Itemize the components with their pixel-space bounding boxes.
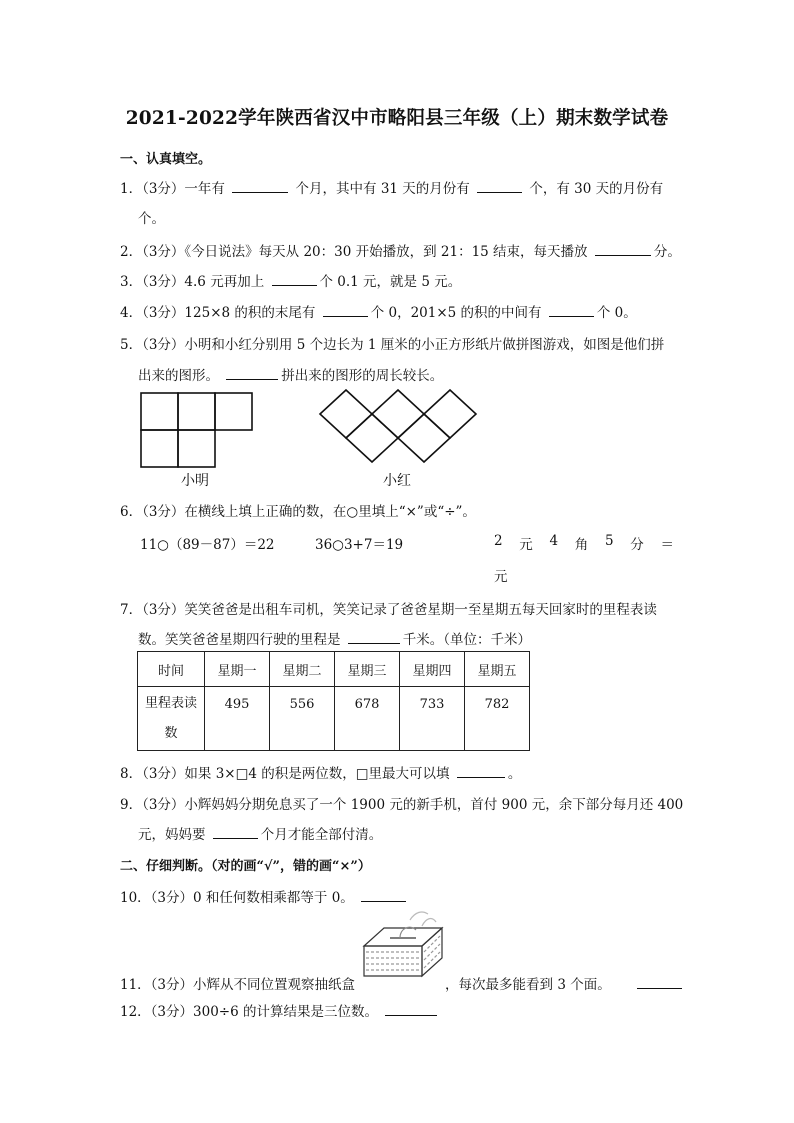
q6-expression-2: 36○3+7＝19 — [315, 537, 404, 553]
table-cell: 733 — [400, 687, 465, 751]
q4-text-c: 个 0。 — [596, 305, 637, 321]
q4-text-b: 个 0，201×5 的积的中间有 — [370, 305, 542, 321]
q10-blank[interactable] — [361, 887, 406, 902]
q8-text-b: 。 — [507, 766, 522, 782]
q5-text-c: 拼出来的图形的周长较长。 — [281, 368, 444, 384]
q6-e3-part: ＝ — [660, 537, 674, 553]
q3-text-b: 个 0.1 元，就是 5 元。 — [319, 274, 462, 290]
table-header-cell: 星期一 — [205, 652, 270, 687]
q6-e3-part: 2 — [494, 533, 503, 549]
question-1 — [120, 177, 663, 197]
q2-text-a: 2．（3分）《今日说法》每天从 20：30 开始播放，到 21：15 结束，每天播放 — [120, 244, 588, 260]
q7-text-c: 千米。（单位：千米） — [402, 632, 532, 648]
q5-text-a: 5．（3分）小明和小红分别用 5 个边长为 1 厘米的小正方形纸片做拼图游戏，如图是他们拼 — [120, 337, 665, 353]
row-label-line-1: 里程表读 — [144, 695, 197, 711]
q5-text-b: 出来的图形。 — [138, 368, 219, 384]
q12-blank[interactable] — [385, 1001, 437, 1016]
page-title: 2021-2022学年陕西省汉中市略阳县三年级（上）期末数学试卷 — [125, 108, 669, 129]
xiaohong-figure — [318, 388, 480, 470]
question-2 — [120, 240, 681, 260]
q1-text-a: 1．（3分）一年有 — [120, 181, 225, 197]
q6-text-a: 6．（3分）在横线上填上正确的数，在○里填上“×”或“÷”。 — [120, 504, 476, 520]
q11-text-a: 11．（3分）小辉从不同位置观察抽纸盒 — [120, 977, 356, 993]
q10-text-a: 10．（3分）0 和任何数相乘都等于 0。 — [120, 890, 354, 906]
q8-blank[interactable] — [457, 763, 505, 778]
question-8 — [120, 762, 521, 782]
q6-e3-part: 5 — [605, 533, 614, 549]
question-9 — [120, 793, 683, 813]
section-2-heading: 二、仔细判断。（对的画“√”，错的画“×”） — [120, 859, 371, 874]
q5-blank[interactable] — [226, 365, 278, 380]
question-11 — [120, 973, 685, 993]
q2-text-b: 分。 — [653, 244, 681, 260]
q8-text-a: 8．（3分）如果 3×□4 的积是两位数，□里最大可以填 — [120, 766, 450, 782]
table-header-cell: 星期三 — [335, 652, 400, 687]
question-7 — [120, 598, 657, 618]
q7-text-a: 7．（3分）笑笑爸爸是出租车司机，笑笑记录了爸爸星期一至星期五每天回家时的里程表读 — [120, 602, 657, 618]
q1-blank-1[interactable] — [232, 178, 288, 193]
table-header-cell: 星期五 — [465, 652, 530, 687]
q6-e3-part: 元 — [519, 537, 533, 553]
q9-text-c: 个月才能全部付清。 — [260, 827, 383, 843]
question-4 — [120, 301, 637, 321]
q6-e3-part: 角 — [574, 537, 589, 553]
q1-text-d: 个。 — [138, 211, 165, 227]
table-header-cell: 星期二 — [270, 652, 335, 687]
q6-expression-1: 11○（89－87）＝22 — [140, 537, 275, 553]
q4-text-a: 4．（3分）125×8 的积的末尾有 — [120, 305, 316, 321]
q11-text-b: ，每次最多能看到 3 个面。 — [445, 977, 611, 993]
q6-e3-part: 4 — [549, 533, 559, 549]
question-10 — [120, 886, 409, 906]
section-1-heading: 一、认真填空。 — [120, 152, 212, 167]
question-6 — [120, 500, 476, 520]
question-5-cont — [138, 364, 443, 384]
q12-text-a: 12．（3分）300÷6 的计算结果是三位数。 — [120, 1004, 378, 1020]
q6-e3-part: 分 — [630, 537, 644, 553]
question-7-cont — [138, 628, 531, 648]
q6-expression-3-unit: 元 — [494, 569, 508, 585]
question-3 — [120, 270, 461, 290]
q1-text-b: 个月，其中有 31 天的月份有 — [295, 181, 470, 197]
table-header-row — [138, 652, 530, 687]
table-cell: 556 — [270, 687, 335, 751]
q9-text-b: 元，妈妈要 — [138, 827, 206, 843]
q11-blank[interactable] — [637, 974, 682, 989]
q9-blank[interactable] — [213, 824, 258, 839]
table-header-cell: 时间 — [138, 652, 205, 687]
q3-text-a: 3．（3分）4.6 元再加上 — [120, 274, 265, 290]
q2-blank[interactable] — [595, 241, 651, 256]
question-1-cont — [138, 207, 165, 227]
question-12 — [120, 1000, 440, 1020]
row-label-line-2: 数 — [164, 725, 178, 741]
xiaoming-label: 小明 — [181, 473, 209, 489]
question-5 — [120, 333, 664, 353]
table-cell: 495 — [205, 687, 270, 751]
xiaohong-label: 小红 — [383, 473, 411, 489]
question-9-cont — [138, 823, 382, 843]
q7-blank[interactable] — [348, 629, 400, 644]
q1-text-c: 个，有 30 天的月份有 — [529, 181, 664, 197]
q6-expression-3 — [494, 533, 674, 553]
xiaoming-figure — [138, 390, 258, 470]
table-header-cell: 星期四 — [400, 652, 465, 687]
q3-blank[interactable] — [272, 271, 317, 286]
table-cell: 782 — [465, 687, 530, 751]
table-row — [138, 687, 530, 751]
q4-blank-1[interactable] — [323, 302, 368, 317]
q7-text-b: 数。笑笑爸爸星期四行驶的里程是 — [138, 632, 341, 648]
q1-blank-2[interactable] — [477, 178, 522, 193]
q9-text-a: 9．（3分）小辉妈妈分期免息买了一个 1900 元的新手机，首付 900 元，余下部分每月还 400 — [120, 797, 684, 813]
odometer-table — [137, 651, 530, 751]
table-row-label — [138, 687, 205, 751]
table-cell: 678 — [335, 687, 400, 751]
q4-blank-2[interactable] — [549, 302, 594, 317]
